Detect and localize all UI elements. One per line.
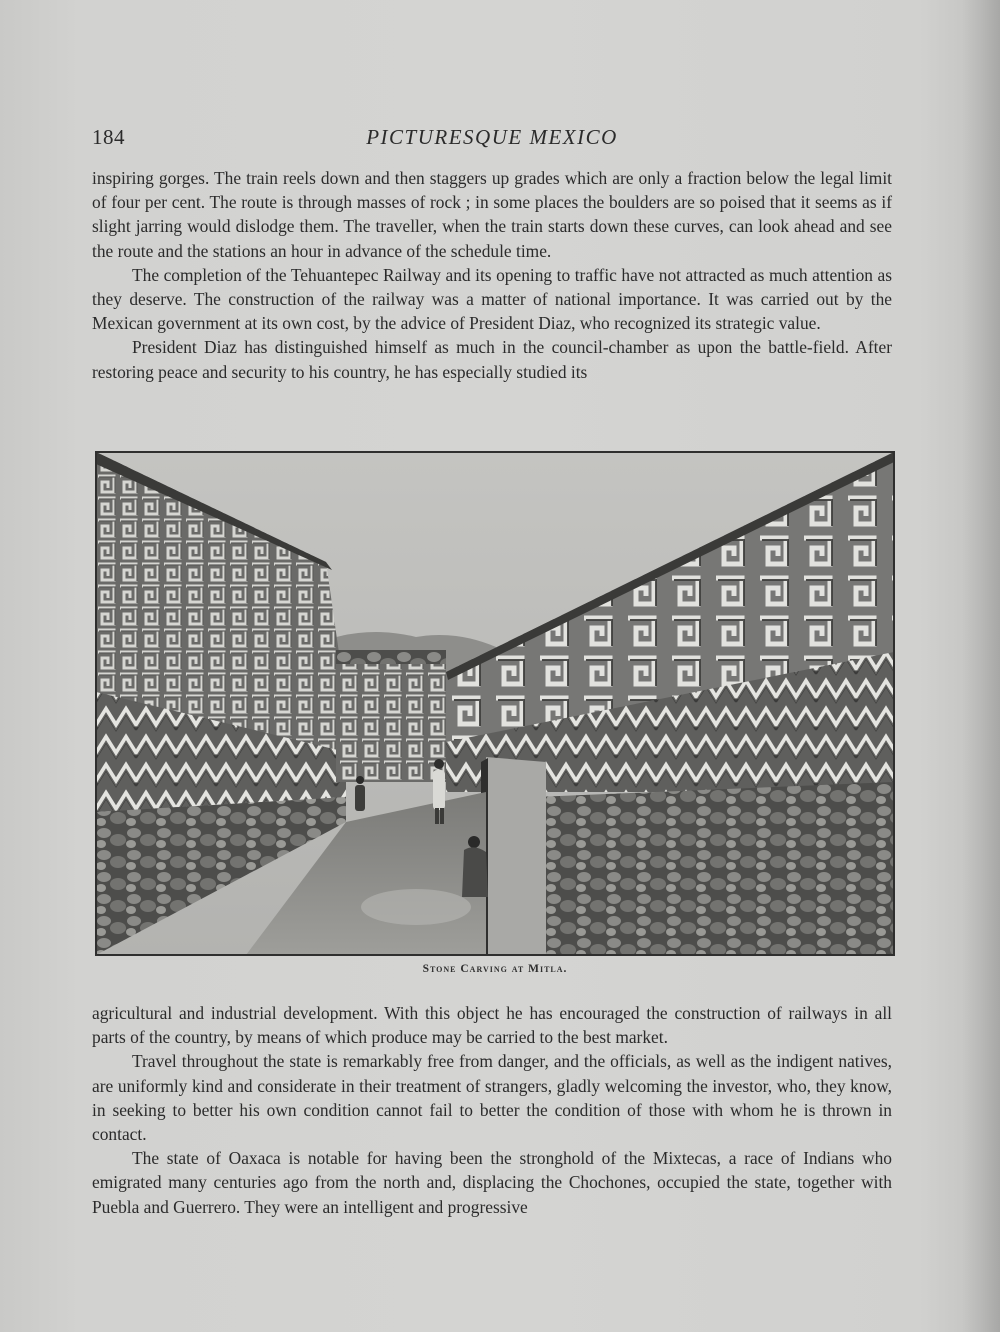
mitla-photograph <box>96 452 894 955</box>
far-wall-frets <box>336 662 446 782</box>
body-text-bottom <box>92 1001 892 1219</box>
paragraph: Travel throughout the state is remarkably free from danger, and the officials, as well as the indigent natives, are uniformly kind and considerate in their treatment of strangers, gladly welcoming the investor, who, they know, in seeking to better his own condition cannot fail to better the condition of those with whom he is thrown in contact. <box>92 1051 892 1145</box>
paragraph: The completion of the Tehuantepec Railway and its opening to traffic have not attracted as much attention as they deserve. The construction of the railway was a matter of national importance. It was carried out by the Mexican government at its own cost, by the advice of President Diaz, who recognized its strategic value. <box>92 264 892 334</box>
running-title: PICTURESQUE MEXICO <box>366 125 618 149</box>
page-header <box>92 125 892 155</box>
plate-caption: Stone Carving at Mitla. <box>422 963 568 975</box>
paragraph: inspiring gorges. The train reels down and then staggers up grades which are only a fraction below the legal limit of four per cent. The route is through masses of rock ; in some places the boulders are so poised that it seems as if slight jarring would dislodge them. The traveller, when the train starts down these curves, can look ahead and see the route and the stations an hour in advance of the schedule time. <box>92 168 892 261</box>
page-number: 184 <box>92 125 125 149</box>
far-wall-top <box>336 650 446 664</box>
right-wall-base <box>536 782 894 955</box>
paragraph: agricultural and industrial development. With this object he has encouraged the construction of railways in all parts of the country, by means of which produce may be carried to the best market. <box>92 1003 892 1048</box>
body-text-top <box>92 166 892 384</box>
paragraph: The state of Oaxaca is notable for having been the stronghold of the Mixtecas, a race of Indians who emigrated many centuries ago from the north and, displacing the Chochones, occupied the state, together with Puebla and Guerrero. They were an intelligent and progressive <box>92 1148 892 1217</box>
page-edge-shadow <box>962 0 1000 1332</box>
paragraph: President Diaz has distinguished himself as much in the council-chamber as upon the battle-field. After restoring peace and security to his country, he has especially studied its <box>92 337 892 382</box>
puddle <box>361 889 471 925</box>
distant-figure <box>355 776 365 811</box>
doorway-pier <box>486 757 546 955</box>
photo-plate-stone-carving <box>95 451 895 956</box>
